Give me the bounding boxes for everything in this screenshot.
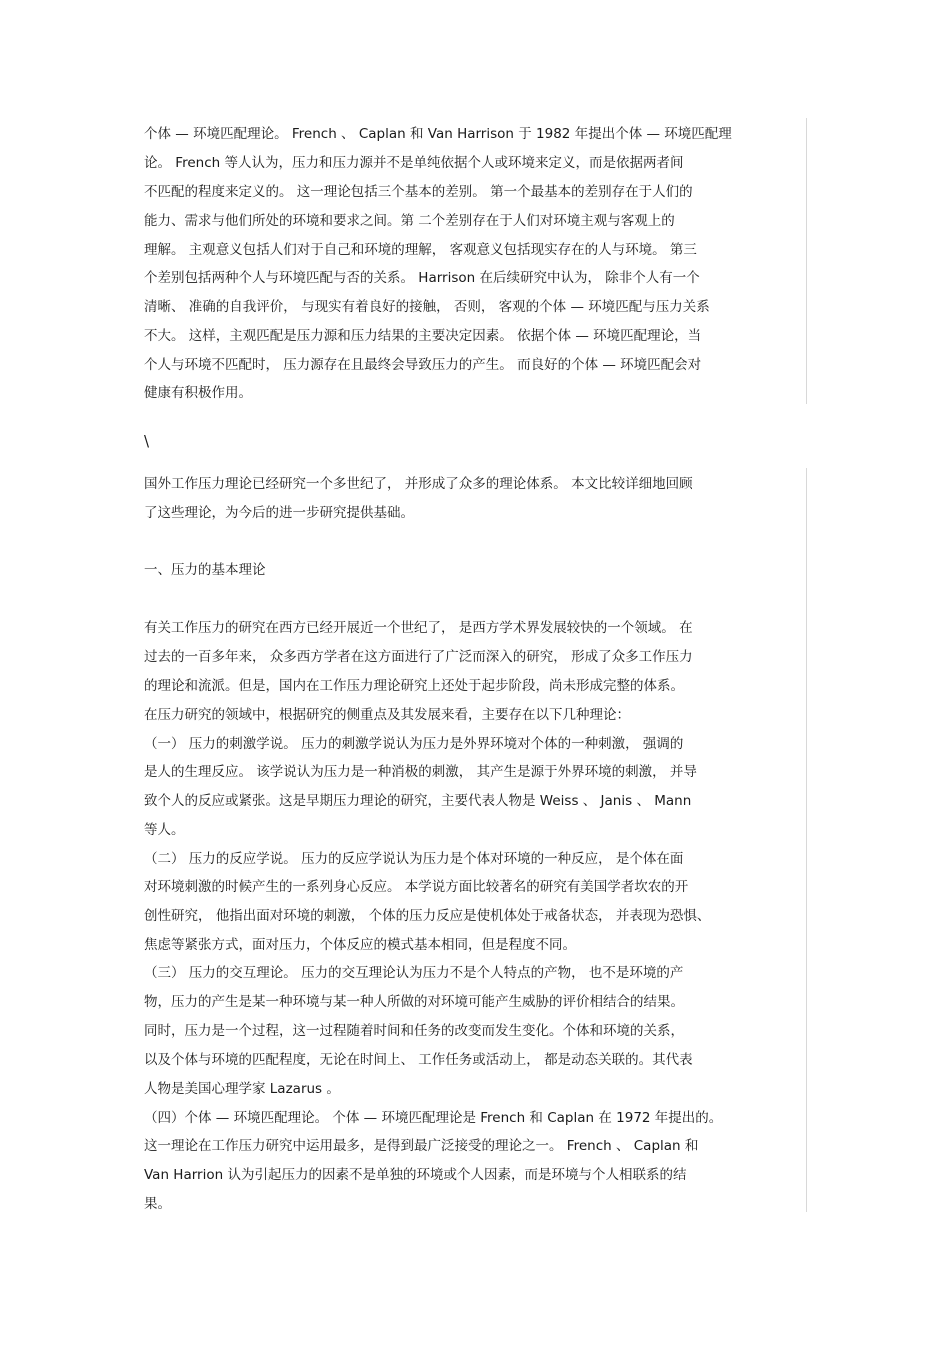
text-line: 清晰、 准确的自我评价， 与现实有着良好的接触， 否则， 客观的个体 — 环境匹配与压力关系 xyxy=(144,299,710,315)
text-line: 物，压力的产生是某一种环境与某一种人所做的对环境可能产生威胁的评价相结合的结果。 xyxy=(144,994,684,1010)
text-line: 这一理论在工作压力研究中运用最多，是得到最广泛接受的理论之一。 French 、 Caplan 和 xyxy=(144,1138,699,1154)
text-line: 人物是美国心理学家 Lazarus 。 xyxy=(144,1081,340,1097)
margin-rule-bottom xyxy=(806,468,807,1212)
text-line: 不匹配的程度来定义的。 这一理论包括三个基本的差别。 第一个最基本的差别存在于人们的 xyxy=(144,184,693,200)
text-line: 等人。 xyxy=(144,822,185,838)
text-line: （二） 压力的反应学说。 压力的反应学说认为压力是个体对环境的一种反应， 是个体在面 xyxy=(144,851,684,867)
text-line: 以及个体与环境的匹配程度，无论在时间上、 工作任务或活动上， 都是动态关联的。其代表 xyxy=(144,1052,693,1068)
text-line: 有关工作压力的研究在西方已经开展近一个世纪了， 是西方学术界发展较快的一个领域。 在 xyxy=(144,620,693,636)
separator-mark: \ xyxy=(144,432,150,450)
text-line: 同时，压力是一个过程，这一过程随着时间和任务的改变而发生变化。个体和环境的关系， xyxy=(144,1023,684,1039)
text-line: 焦虑等紧张方式，面对压力，个体反应的模式基本相同，但是程度不同。 xyxy=(144,937,576,953)
text-line: Van Harrion 认为引起压力的因素不是单独的环境或个人因素，而是环境与个人相联系的结 xyxy=(144,1167,687,1183)
text-line: 是人的生理反应。 该学说认为压力是一种消极的刺激， 其产生是源于外界环境的刺激， 并导 xyxy=(144,764,697,780)
text-line: （三） 压力的交互理论。 压力的交互理论认为压力不是个人特点的产物， 也不是环境的产 xyxy=(144,965,684,981)
text-line: 对环境刺激的时候产生的一系列身心反应。 本学说方面比较著名的研究有美国学者坎农的开 xyxy=(144,879,689,895)
margin-rule-top xyxy=(806,118,807,404)
text-line: 论。 French 等人认为，压力和压力源并不是单纯依据个人或环境来定义，而是依据两者间 xyxy=(144,155,684,171)
text-line: 创性研究， 他指出面对环境的刺激， 个体的压力反应是使机体处于戒备状态， 并表现为恐惧、 xyxy=(144,908,711,924)
text-line: 国外工作压力理论已经研究一个多世纪了， 并形成了众多的理论体系。 本文比较详细地回顾 xyxy=(144,476,693,492)
text-line: 能力、需求与他们所处的环境和要求之间。第 二个差别存在于人们对环境主观与客观上的 xyxy=(144,213,675,229)
text-line: 致个人的反应或紧张。这是早期压力理论的研究，主要代表人物是 Weiss 、 Janis 、 Mann xyxy=(144,793,692,809)
text-line: 个体 — 环境匹配理论。 French 、 Caplan 和 Van Harrison 于 1982 年提出个体 — 环境匹配理 xyxy=(144,126,732,142)
text-line: 个差别包括两种个人与环境匹配与否的关系。 Harrison 在后续研究中认为， 除非个人有一个 xyxy=(144,270,700,286)
text-line: 个人与环境不匹配时， 压力源存在且最终会导致压力的产生。 而良好的个体 — 环境匹配会对 xyxy=(144,357,702,373)
text-line: 过去的一百多年来， 众多西方学者在这方面进行了广泛而深入的研究， 形成了众多工作压力 xyxy=(144,649,693,665)
text-line: 一、压力的基本理论 xyxy=(144,562,266,578)
text-line: 果。 xyxy=(144,1196,171,1212)
text-line: 不大。 这样，主观匹配是压力源和压力结果的主要决定因素。 依据个体 — 环境匹配理论，当 xyxy=(144,328,702,344)
text-line: 在压力研究的领域中，根据研究的侧重点及其发展来看，主要存在以下几种理论： xyxy=(144,707,630,723)
text-line: 的理论和流派。但是，国内在工作压力理论研究上还处于起步阶段，尚未形成完整的体系。 xyxy=(144,678,684,694)
text-line: 理解。 主观意义包括人们对于自己和环境的理解， 客观意义包括现实存在的人与环境。 第三 xyxy=(144,242,697,258)
text-line: （一） 压力的刺激学说。 压力的刺激学说认为压力是外界环境对个体的一种刺激， 强调的 xyxy=(144,736,684,752)
text-line: 健康有积极作用。 xyxy=(144,385,252,401)
text-line: 了这些理论，为今后的进一步研究提供基础。 xyxy=(144,505,414,521)
text-line: （四）个体 — 环境匹配理论。 个体 — 环境匹配理论是 French 和 Caplan 在 1972 年提出的。 xyxy=(144,1110,723,1126)
